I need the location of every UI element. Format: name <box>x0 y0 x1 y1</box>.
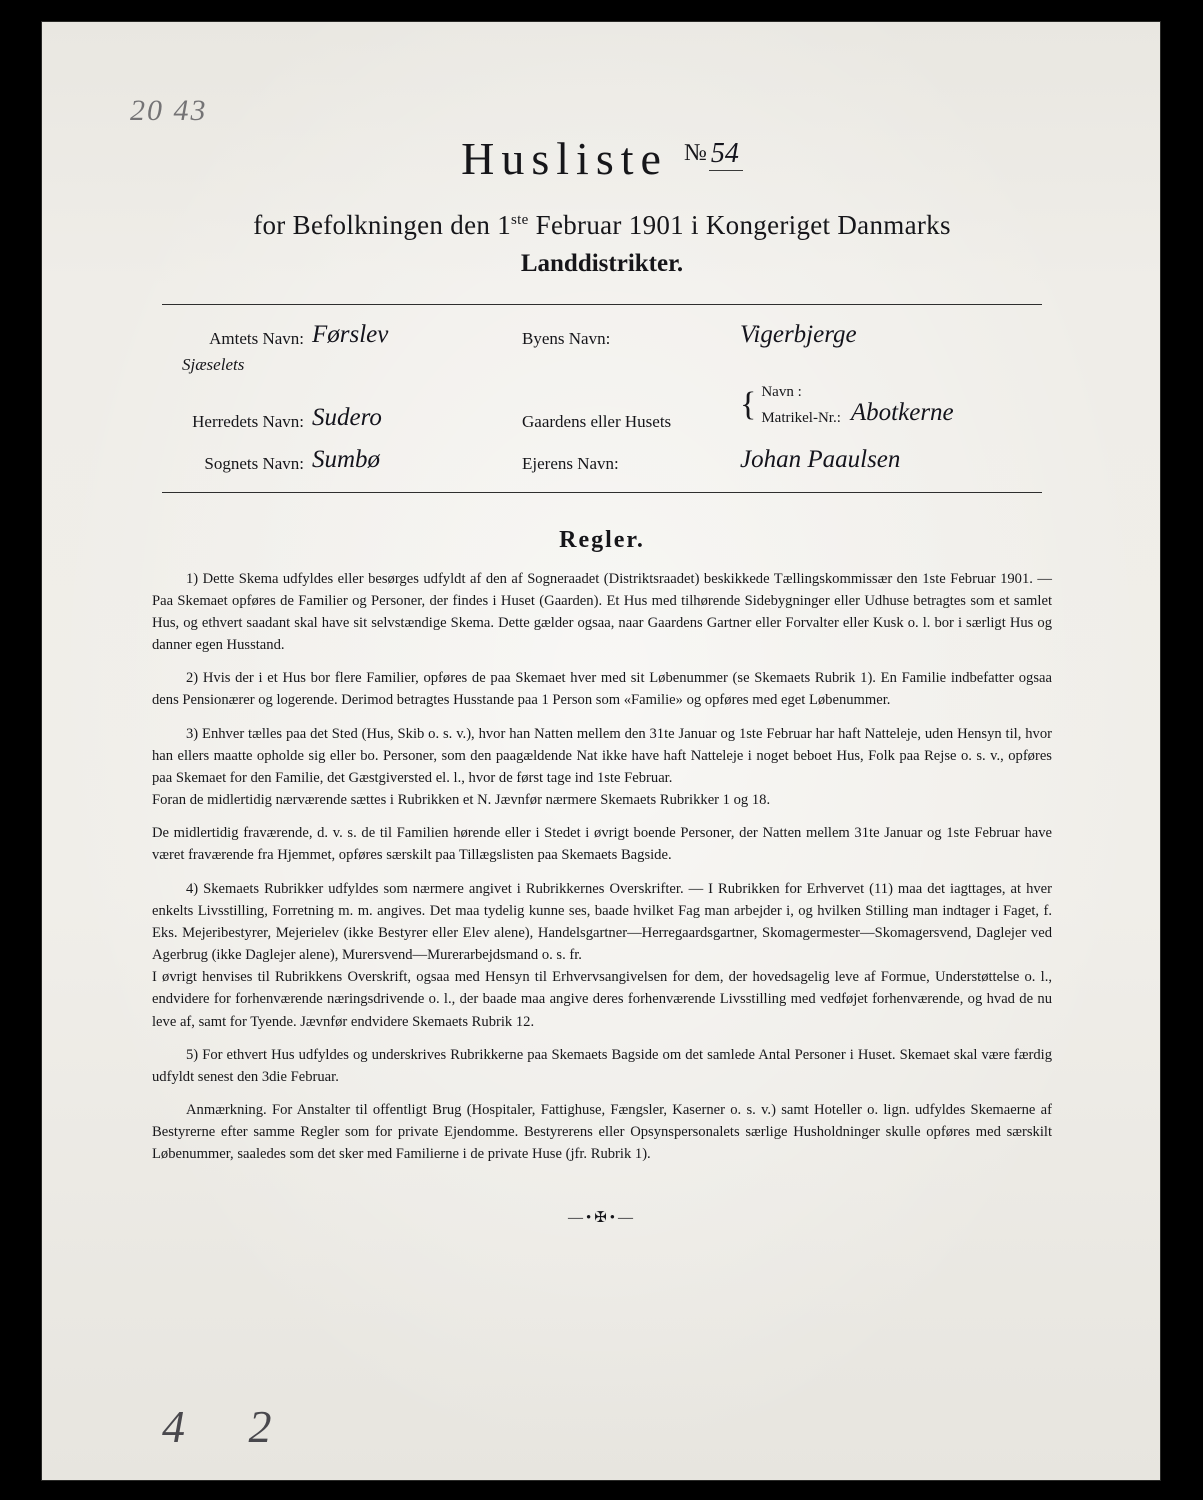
amt-value: Førslev <box>312 321 389 348</box>
rule-item: I øvrigt henvises til Rubrikkens Overskrift, ogsaa med Hensyn til Erhvervsangivelsen for dem, der hovedsagelig leve af Formue, Understøttelse o. l., endvidere for forhenværende næringsdrivende o. l., der baade maa angive deres forhenværende Livsstilling med vedføjet forhenværende, og hvad de nu leve af, samt for Tyende. Jævnfør endvidere Skemaets Rubrik 12. <box>152 969 1052 1030</box>
document-content <box>152 132 1052 1227</box>
subtitle-part-a: for Befolkningen den 1 <box>253 210 512 240</box>
amt-label: Amtets Navn: <box>209 329 304 348</box>
field-row-amt <box>152 319 1052 349</box>
divider-top <box>162 304 1042 305</box>
by-value: Vigerbjerge <box>740 321 857 348</box>
archive-bottom-mark: 4 2 <box>162 1401 298 1452</box>
number-value: 54 <box>709 138 743 171</box>
rule-item: Anmærkning. For Anstalter til offentligt Brug (Hospitaler, Fattighuse, Fængsler, Kaserner o. s. v.) samt Hoteller o. lign. udfyldes Skemaerne af Bestyrerne efter samme Regler som for private Ejendomme. Bestyrerens eller Opsynspersonalets særlige Husholdninger skulle opføres med særskilt Løbenummer, saaledes som det sker med Familierne i de private Huse (jfr. Rubrik 1). <box>152 1102 1052 1163</box>
rule-item: Foran de midlertidig nærværende sættes i Rubrikken et N. Jævnfør nærmere Skemaets Rubrikker 1 og 18. <box>152 792 771 809</box>
rule-item: 2) Hvis der i et Hus bor flere Familier, opføres de paa Skemaet hver med sit Løbenummer (se Skemaets Rubrik 1). En Familie indbefatter ogsaa dens Pensionærer og logerende. Derimod betragtes Husstande paa 1 Person som «Familie» og opføres med eget Løbenummer. <box>152 670 1052 709</box>
gaard-navn-label: Navn : <box>761 384 802 400</box>
brace-icon: { <box>740 386 757 424</box>
gaard-brace-group <box>740 379 1052 432</box>
rule-item: De midlertidig fraværende, d. v. s. de til Familien hørende eller i Stedet i øvrigt boende Personer, der Natten mellem 31te Januar og 1ste Februar have været fraværende fra Hjemmet, opføres særskilt paa Tillægslisten paa Skemaets Bagside. <box>152 825 1052 864</box>
subtitle-line-2: Landdistrikter. <box>520 250 684 277</box>
rule-item: 5) For ethvert Hus udfyldes og underskrives Rubrikkerne paa Skemaets Bagside om det samlede Antal Personer i Huset. Skemaet skal være færdig udfyldt senest den 3die Februar. <box>152 1046 1052 1085</box>
gaard-label: Gaardens eller Husets <box>522 411 672 431</box>
title-row <box>152 132 1052 194</box>
field-block <box>152 319 1052 474</box>
subtitle-part-b: Februar 1901 i Kongeriget Danmarks <box>535 210 951 240</box>
regler-body <box>152 568 1052 1166</box>
page-title: Husliste <box>461 133 668 184</box>
archive-top-mark: 20 43 <box>130 94 208 127</box>
page-surface <box>42 22 1160 1480</box>
subtitle-sup: ste <box>511 212 529 228</box>
rule-item: 1) Dette Skema udfyldes eller besørges udfyldt af den af Sogneraadet (Distriktsraadet) beskikkede Tællingskommissær den 1ste Februar 1901. — Paa Skemaet opføres de Familier og Personer, der findes i Huset (Gaarden). Et Hus med tilhørende Sidebygninger eller Udhuse betragtes som et samlet Hus, og ethvert saadant skal have sit selvstændige Skema. Dette gælder ogsaa, naar Gaardens Gartner eller Forvalter eller Kusk o. l. bor i særligt Hus og danner egen Husstand. <box>152 570 1052 654</box>
field-row-sogn <box>152 444 1052 474</box>
ornament-divider: —•✠•— <box>567 1209 637 1226</box>
matrikel-label: Matrikel-Nr.: <box>761 410 841 427</box>
rule-item: 3) Enhver tælles paa det Sted (Hus, Skib o. s. v.), hvor han Natten mellem den 31te Januar og 1ste Februar har haft Natteleje, uden Hensyn til, hvor han ellers maatte opholde sig eller bo. Personer, som den paagældende Nat ikke have haft Natteleje i noget beboet Hus, Folk paa Rejse o. s. v., opføres paa Skemaet for den Familie, det Gæstgiversted el. l., hvor de først tage ind 1ste Februar. <box>152 725 1052 786</box>
herred-label: Herredets Navn: <box>192 411 304 431</box>
number-label: № <box>683 140 707 166</box>
herred-value: Sudero <box>312 403 382 431</box>
matrikel-value: Abotkerne <box>850 399 954 427</box>
gaard-sublabels <box>761 379 841 432</box>
sjs-note: Sjæselets <box>182 355 245 374</box>
document-page <box>42 22 1160 1480</box>
ejer-label: Ejerens Navn: <box>522 453 619 473</box>
sogn-label: Sognets Navn: <box>204 453 304 473</box>
subtitle-line-1 <box>152 210 1052 241</box>
divider-bottom <box>162 492 1042 493</box>
regler-heading: Regler. <box>559 526 645 553</box>
field-row-herred <box>152 379 1052 432</box>
rule-item: 4) Skemaets Rubrikker udfyldes som nærmere angivet i Rubrikkernes Overskrifter. — I Rubrikken for Erhvervet (11) maa det iagttages, at hver enkelts Livsstilling, Forretning m. m. angives. Det maa tydelig kunne ses, baade hvilket Fag man arbejder i, og hvilken Stilling man indtager i Faget, f. Eks. Mejeribestyrer, Mejerielev (ikke Bestyrer eller Elev alene), Handelsgartner—Herregaardsgartner, Skomagermester—Skomagersvend, Daglejer ved Agerbrug (ikke Daglejer alene), Murersvend—Murerarbejdsmand o. s. fr. <box>152 880 1052 964</box>
by-label: Byens Navn: <box>522 329 611 348</box>
sogn-value: Sumbø <box>312 445 381 473</box>
ejer-value: Johan Paaulsen <box>740 445 901 473</box>
